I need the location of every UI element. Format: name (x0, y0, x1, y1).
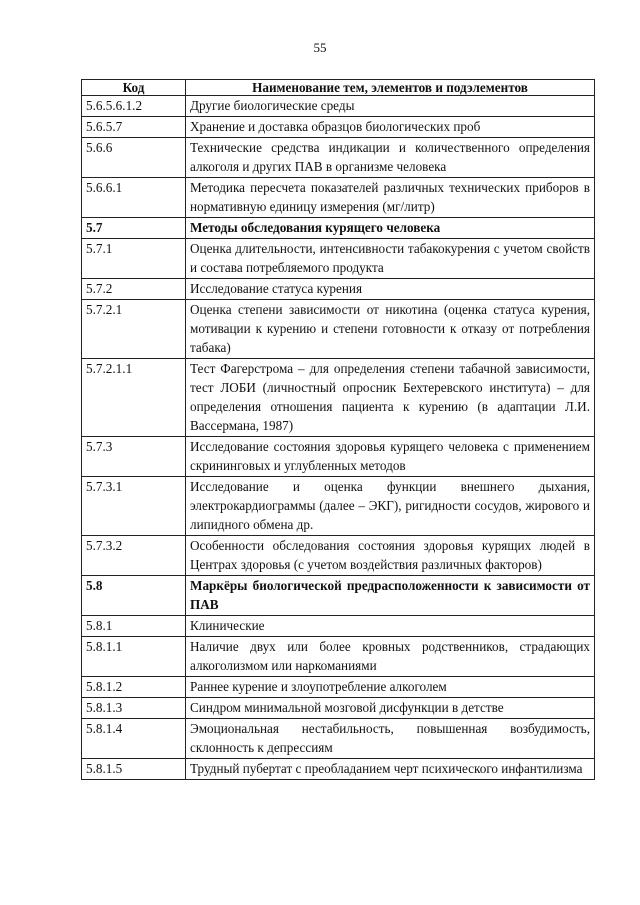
table-row (82, 218, 595, 239)
row-code: 5.7.3.2 (82, 536, 186, 576)
row-code: 5.7.1 (82, 239, 186, 279)
table-row (82, 138, 595, 178)
table-row (82, 359, 595, 437)
table-row (82, 117, 595, 138)
table-row (82, 437, 595, 477)
row-name: Исследование состояния здоровья курящего человека с применением скрининговых и углубленных методов (186, 437, 595, 477)
row-code: 5.6.5.7 (82, 117, 186, 138)
row-code: 5.7.3 (82, 437, 186, 477)
row-name: Эмоциональная нестабильность, повышенная возбудимость, склонность к депрессиям (186, 719, 595, 759)
table-row (82, 677, 595, 698)
table-row (82, 300, 595, 359)
row-code: 5.8.1 (82, 616, 186, 637)
table-header-row (82, 80, 595, 96)
row-code: 5.7.2.1 (82, 300, 186, 359)
row-code: 5.7 (82, 218, 186, 239)
curriculum-table (81, 79, 595, 780)
row-name: Исследование и оценка функции внешнего дыхания, электрокардиограммы (далее – ЭКГ), ригидности сосудов, жирового и липидного обмена др. (186, 477, 595, 536)
table-row (82, 759, 595, 780)
row-name: Тест Фагерстрома – для определения степени табачной зависимости, тест ЛОБИ (личностный опросник Бехтеревского института) – для определения отношения пациента к курению (в адаптации Л.И. Вассермана, 1987) (186, 359, 595, 437)
table-row (82, 698, 595, 719)
row-name: Наличие двух или более кровных родственников, страдающих алкоголизмом или наркоманиями (186, 637, 595, 677)
row-name: Трудный пубертат с преобладанием черт психического инфантилизма (186, 759, 595, 780)
row-code: 5.8.1.2 (82, 677, 186, 698)
table-row (82, 637, 595, 677)
row-name: Исследование статуса курения (186, 279, 595, 300)
row-name: Хранение и доставка образцов биологических проб (186, 117, 595, 138)
row-code: 5.6.6.1 (82, 178, 186, 218)
row-name: Технические средства индикации и количественного определения алкоголя и других ПАВ в организме человека (186, 138, 595, 178)
header-name: Наименование тем, элементов и подэлементов (186, 80, 595, 96)
page-number: 55 (313, 40, 327, 55)
row-code: 5.7.3.1 (82, 477, 186, 536)
row-name: Оценка длительности, интенсивности табакокурения с учетом свойств и состава потребляемого продукта (186, 239, 595, 279)
table-row (82, 477, 595, 536)
row-name: Особенности обследования состояния здоровья курящих людей в Центрах здоровья (с учетом воздействия различных факторов) (186, 536, 595, 576)
table-row (82, 178, 595, 218)
row-name: Другие биологические среды (186, 96, 595, 117)
table-row (82, 616, 595, 637)
row-name: Синдром минимальной мозговой дисфункции в детстве (186, 698, 595, 719)
row-name: Клинические (186, 616, 595, 637)
table-row (82, 239, 595, 279)
row-code: 5.6.5.6.1.2 (82, 96, 186, 117)
table-row (82, 96, 595, 117)
row-code: 5.8 (82, 576, 186, 616)
row-name: Маркёры биологической предрасположенности к зависимости от ПАВ (186, 576, 595, 616)
row-code: 5.7.2 (82, 279, 186, 300)
row-name: Оценка степени зависимости от никотина (оценка статуса курения, мотивации к курению и степени готовности к отказу от потребления табака) (186, 300, 595, 359)
row-name: Раннее курение и злоупотребление алкоголем (186, 677, 595, 698)
table-row (82, 719, 595, 759)
table-row (82, 536, 595, 576)
header-code: Код (82, 80, 186, 96)
row-name: Методика пересчета показателей различных технических приборов в нормативную единицу измерения (мг/литр) (186, 178, 595, 218)
row-code: 5.8.1.1 (82, 637, 186, 677)
row-code: 5.8.1.5 (82, 759, 186, 780)
row-code: 5.8.1.4 (82, 719, 186, 759)
row-code: 5.8.1.3 (82, 698, 186, 719)
row-code: 5.7.2.1.1 (82, 359, 186, 437)
table-row (82, 576, 595, 616)
row-code: 5.6.6 (82, 138, 186, 178)
row-name: Методы обследования курящего человека (186, 218, 595, 239)
table-row (82, 279, 595, 300)
